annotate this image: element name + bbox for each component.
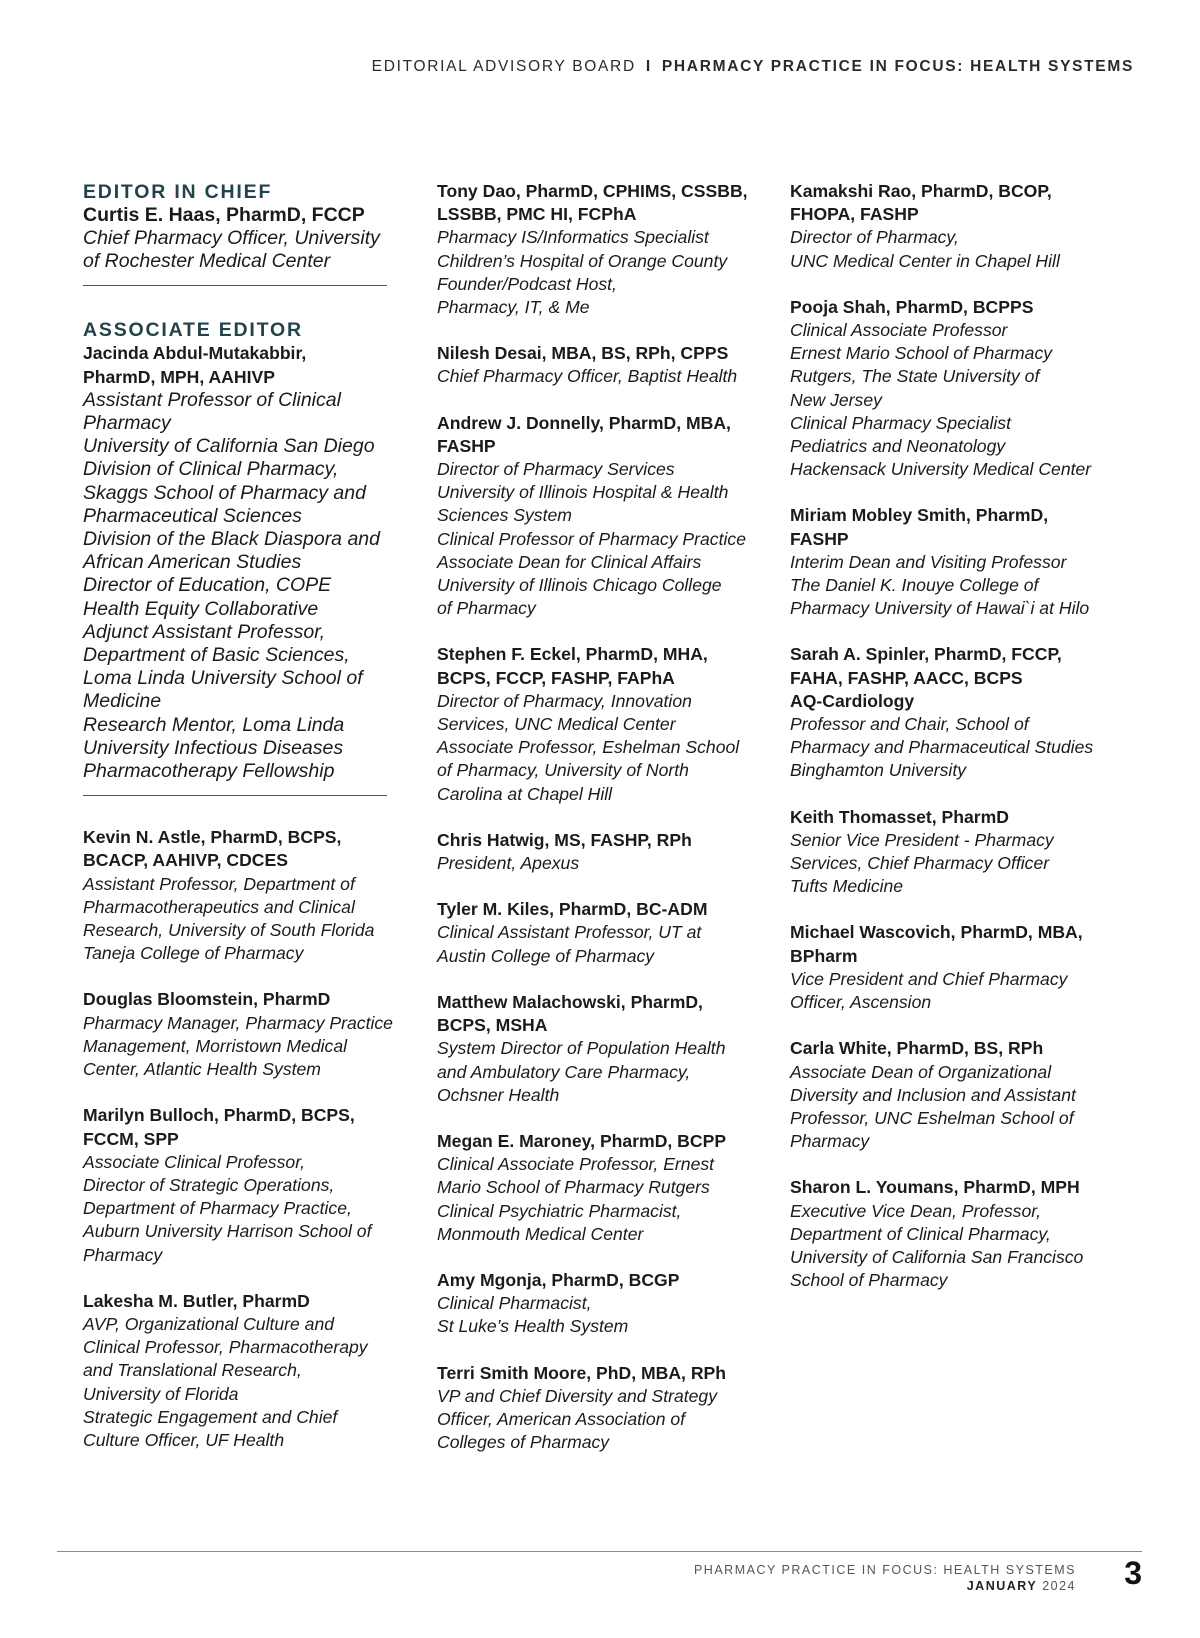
board-member bbox=[437, 898, 772, 968]
text-line: School of Pharmacy bbox=[790, 1270, 948, 1291]
member-name bbox=[790, 806, 1130, 829]
member-name bbox=[790, 180, 1130, 226]
member-name bbox=[83, 1290, 418, 1313]
member-affiliation bbox=[437, 690, 772, 806]
column-1 bbox=[83, 180, 418, 1475]
member-name bbox=[437, 1130, 772, 1153]
text-line: BPharm bbox=[790, 945, 858, 966]
text-line: UNC Medical Center in Chapel Hill bbox=[790, 250, 1060, 271]
text-line: BCACP, AAHIVP, CDCES bbox=[83, 850, 288, 871]
member-affiliation bbox=[790, 1061, 1130, 1154]
board-member bbox=[437, 643, 772, 805]
text-line: Senior Vice President - Pharmacy bbox=[790, 829, 1054, 850]
text-line: Medicine bbox=[83, 690, 162, 713]
text-line: FHOPA, FASHP bbox=[790, 204, 919, 225]
member-affiliation bbox=[437, 1292, 772, 1338]
text-line: Marilyn Bulloch, PharmD, BCPS, bbox=[83, 1105, 355, 1126]
text-line: Pharmaceutical Sciences bbox=[83, 504, 302, 527]
text-line: Department of Clinical Pharmacy, bbox=[790, 1223, 1051, 1244]
member-affiliation bbox=[790, 319, 1130, 481]
divider bbox=[83, 795, 387, 796]
text-line: Children’s Hospital of Orange County bbox=[437, 250, 728, 271]
text-line: Tufts Medicine bbox=[790, 876, 904, 897]
text-line: AVP, Organizational Culture and bbox=[83, 1313, 335, 1334]
text-line: Binghamton University bbox=[790, 760, 967, 781]
page-number: 3 bbox=[1124, 1555, 1142, 1591]
member-name bbox=[437, 1362, 772, 1385]
member-list-col3 bbox=[790, 180, 1130, 1292]
text-line: Department of Pharmacy Practice, bbox=[83, 1198, 352, 1219]
footer-info bbox=[694, 1562, 1076, 1594]
text-line: Pharmacy University of Hawai`i at Hilo bbox=[790, 598, 1090, 619]
board-member bbox=[790, 504, 1130, 620]
text-line: Department of Basic Sciences, bbox=[83, 644, 350, 667]
text-line: Austin College of Pharmacy bbox=[437, 945, 655, 966]
text-line: Kevin N. Astle, PharmD, BCPS, bbox=[83, 827, 342, 848]
member-name bbox=[790, 643, 1130, 713]
text-line: AQ-Cardiology bbox=[790, 690, 915, 711]
text-line: Chris Hatwig, MS, FASHP, RPh bbox=[437, 829, 692, 850]
board-member bbox=[437, 991, 772, 1107]
member-name bbox=[83, 826, 418, 872]
text-line: Founder/Podcast Host, bbox=[437, 273, 617, 294]
text-line: FASHP bbox=[437, 435, 496, 456]
text-line: Director of Pharmacy Services bbox=[437, 459, 675, 480]
footer-publication: PHARMACY PRACTICE IN FOCUS: HEALTH SYSTEMS bbox=[693, 1563, 1076, 1577]
member-name bbox=[437, 991, 772, 1037]
text-line: President, Apexus bbox=[437, 853, 580, 874]
board-member bbox=[437, 1362, 772, 1455]
text-line: Associate Dean for Clinical Affairs bbox=[437, 551, 702, 572]
text-line: Carolina at Chapel Hill bbox=[437, 783, 613, 804]
member-affiliation bbox=[790, 226, 1130, 272]
member-list-col2 bbox=[437, 180, 772, 1454]
member-affiliation bbox=[437, 852, 772, 875]
text-line: Clinical Professor of Pharmacy Practice bbox=[437, 528, 746, 549]
text-line: Nilesh Desai, MBA, BS, RPh, CPPS bbox=[437, 343, 729, 364]
text-line: Andrew J. Donnelly, PharmD, MBA, bbox=[437, 412, 731, 433]
board-member bbox=[83, 988, 418, 1081]
member-affiliation bbox=[790, 551, 1130, 621]
text-line: African American Studies bbox=[83, 551, 302, 574]
editor-in-chief-name: Curtis E. Haas, PharmD, FCCP bbox=[83, 204, 365, 226]
text-line: Division of the Black Diaspora and bbox=[83, 528, 380, 551]
text-line: Michael Wascovich, PharmD, MBA, bbox=[790, 922, 1083, 943]
text-line: Culture Officer, UF Health bbox=[83, 1429, 285, 1450]
text-line: Chief Pharmacy Officer, Baptist Health bbox=[437, 366, 738, 387]
board-member bbox=[790, 921, 1130, 1014]
text-line: Mario School of Pharmacy Rutgers bbox=[437, 1177, 710, 1198]
text-line: Pharmacy Manager, Pharmacy Practice bbox=[83, 1012, 393, 1033]
text-line: Jacinda Abdul-Mutakabbir, bbox=[83, 343, 307, 364]
associate-editor-name bbox=[83, 342, 418, 388]
text-line: University of Illinois Chicago College bbox=[437, 575, 722, 596]
footer-month: JANUARY bbox=[966, 1579, 1038, 1593]
text-line: University Infectious Diseases bbox=[83, 736, 344, 759]
text-line: Chief Pharmacy Officer, University bbox=[83, 227, 380, 249]
text-line: Director of Strategic Operations, bbox=[83, 1174, 335, 1195]
text-line: Monmouth Medical Center bbox=[437, 1223, 644, 1244]
text-line: of Pharmacy bbox=[437, 598, 536, 619]
text-line: Amy Mgonja, PharmD, BCGP bbox=[437, 1269, 680, 1290]
text-line: FAHA, FASHP, AACC, BCPS bbox=[790, 667, 1023, 688]
text-line: Assistant Professor, Department of bbox=[83, 873, 355, 894]
text-line: Loma Linda University School of bbox=[83, 667, 363, 690]
text-line: FASHP bbox=[790, 528, 849, 549]
text-line: Pharmacy IS/Informatics Specialist bbox=[437, 227, 709, 248]
editor-in-chief-role bbox=[83, 227, 418, 273]
text-line: Pharmacy bbox=[83, 412, 171, 435]
text-line: System Director of Population Health bbox=[437, 1038, 726, 1059]
text-line: Tony Dao, PharmD, CPHIMS, CSSBB, bbox=[437, 181, 748, 201]
member-name bbox=[437, 412, 772, 458]
text-line: Pharmacy bbox=[790, 1131, 870, 1152]
footer-date bbox=[694, 1578, 1076, 1594]
text-line: Director of Pharmacy, Innovation bbox=[437, 690, 692, 711]
running-header bbox=[372, 58, 1134, 76]
text-line: and Translational Research, bbox=[83, 1360, 302, 1381]
text-line: Clinical Associate Professor, Ernest bbox=[437, 1154, 715, 1175]
member-name bbox=[437, 643, 772, 689]
text-line: of Pharmacy, University of North bbox=[437, 760, 689, 781]
board-member bbox=[790, 806, 1130, 899]
header-separator: I bbox=[645, 58, 652, 75]
text-line: Clinical Associate Professor bbox=[790, 320, 1008, 341]
text-line: Hackensack University Medical Center bbox=[790, 459, 1092, 480]
text-line: Auburn University Harrison School of bbox=[83, 1221, 372, 1242]
associate-editor-title: ASSOCIATE EDITOR bbox=[83, 319, 303, 342]
text-line: University of Illinois Hospital & Health bbox=[437, 482, 729, 503]
board-member bbox=[83, 1104, 418, 1266]
text-line: University of California San Francisco bbox=[790, 1246, 1084, 1267]
member-name bbox=[437, 1269, 772, 1292]
divider bbox=[83, 285, 387, 286]
text-line: Clinical Pharmacist, bbox=[437, 1293, 592, 1314]
text-line: Taneja College of Pharmacy bbox=[83, 943, 304, 964]
footer-divider bbox=[57, 1551, 1142, 1552]
text-line: Douglas Bloomstein, PharmD bbox=[83, 989, 331, 1010]
member-affiliation bbox=[83, 1151, 418, 1267]
board-member bbox=[790, 296, 1130, 482]
member-name bbox=[437, 180, 772, 226]
text-line: Adjunct Assistant Professor, bbox=[83, 620, 326, 643]
text-line: Sarah A. Spinler, PharmD, FCCP, bbox=[790, 644, 1062, 665]
text-line: St Luke’s Health System bbox=[437, 1316, 629, 1337]
text-line: Executive Vice Dean, Professor, bbox=[790, 1200, 1042, 1221]
text-line: Officer, American Association of bbox=[437, 1408, 686, 1429]
member-name bbox=[790, 296, 1130, 319]
text-line: Center, Atlantic Health System bbox=[83, 1059, 321, 1080]
text-line: New Jersey bbox=[790, 389, 882, 410]
editor-in-chief-title: EDITOR IN CHIEF bbox=[83, 181, 273, 203]
column-3 bbox=[790, 180, 1130, 1315]
text-line: Interim Dean and Visiting Professor bbox=[790, 551, 1067, 572]
board-member bbox=[437, 180, 772, 319]
text-line: Megan E. Maroney, PharmD, BCPP bbox=[437, 1130, 727, 1151]
text-line: VP and Chief Diversity and Strategy bbox=[437, 1385, 718, 1406]
text-line: BCPS, FCCP, FASHP, FAPhA bbox=[437, 667, 675, 688]
member-name bbox=[437, 342, 772, 365]
member-affiliation bbox=[790, 713, 1130, 783]
text-line: Skaggs School of Pharmacy and bbox=[83, 481, 366, 504]
text-line: Keith Thomasset, PharmD bbox=[790, 806, 1009, 827]
text-line: Professor, UNC Eshelman School of bbox=[790, 1107, 1074, 1128]
board-member bbox=[83, 826, 418, 965]
text-line: FCCM, SPP bbox=[83, 1128, 179, 1149]
text-line: and Ambulatory Care Pharmacy, bbox=[437, 1061, 691, 1082]
member-name bbox=[790, 504, 1130, 550]
member-affiliation bbox=[83, 1012, 418, 1082]
text-line: Clinical Pharmacy Specialist bbox=[790, 412, 1011, 433]
text-line: Terri Smith Moore, PhD, MBA, RPh bbox=[437, 1362, 727, 1383]
member-affiliation bbox=[437, 1037, 772, 1107]
editor-in-chief-block bbox=[83, 180, 418, 273]
board-member bbox=[83, 1290, 418, 1452]
text-line: LSSBB, PMC HI, FCPhA bbox=[437, 204, 637, 225]
member-name bbox=[83, 1104, 418, 1150]
text-line: Associate Professor, Eshelman School bbox=[437, 737, 740, 758]
member-affiliation bbox=[437, 365, 772, 388]
header-publication: PHARMACY PRACTICE IN FOCUS: HEALTH SYSTEMS bbox=[661, 58, 1134, 75]
text-line: Research, University of South Florida bbox=[83, 920, 375, 941]
text-line: Services, Chief Pharmacy Officer bbox=[790, 853, 1050, 874]
text-line: Associate Dean of Organizational bbox=[790, 1061, 1052, 1082]
board-member bbox=[790, 643, 1130, 782]
text-line: Director of Education, COPE bbox=[83, 574, 332, 597]
header-section: EDITORIAL ADVISORY BOARD bbox=[371, 58, 636, 75]
member-name bbox=[83, 988, 418, 1011]
member-affiliation bbox=[437, 458, 772, 620]
text-line: Associate Clinical Professor, bbox=[83, 1151, 305, 1172]
member-affiliation bbox=[790, 1200, 1130, 1293]
text-line: Clinical Assistant Professor, UT at bbox=[437, 922, 702, 943]
board-member bbox=[437, 1130, 772, 1246]
text-line: Lakesha M. Butler, PharmD bbox=[83, 1290, 310, 1311]
member-affiliation bbox=[790, 829, 1130, 899]
text-line: Health Equity Collaborative bbox=[83, 597, 319, 620]
text-line: BCPS, MSHA bbox=[437, 1015, 548, 1036]
text-line: Professor and Chair, School of bbox=[790, 714, 1029, 735]
text-line: Vice President and Chief Pharmacy bbox=[790, 968, 1068, 989]
text-line: The Daniel K. Inouye College of bbox=[790, 575, 1039, 596]
text-line: University of California San Diego bbox=[83, 435, 375, 458]
text-line: Clinical Professor, Pharmacotherapy bbox=[83, 1337, 368, 1358]
board-member bbox=[437, 412, 772, 621]
text-line: Ochsner Health bbox=[437, 1084, 560, 1105]
text-line: Miriam Mobley Smith, PharmD, bbox=[790, 505, 1049, 526]
text-line: Carla White, PharmD, BS, RPh bbox=[790, 1038, 1044, 1059]
text-line: Pharmacotherapeutics and Clinical bbox=[83, 896, 355, 917]
board-member bbox=[790, 1176, 1130, 1292]
text-line: Services, UNC Medical Center bbox=[437, 714, 676, 735]
member-affiliation bbox=[437, 1153, 772, 1246]
member-affiliation bbox=[437, 921, 772, 967]
board-member bbox=[790, 1037, 1130, 1153]
text-line: Pharmacy and Pharmaceutical Studies bbox=[790, 737, 1094, 758]
text-line: University of Florida bbox=[83, 1383, 239, 1404]
text-line: Assistant Professor of Clinical bbox=[83, 388, 341, 411]
board-member bbox=[437, 829, 772, 875]
member-affiliation bbox=[83, 1313, 418, 1452]
text-line: of Rochester Medical Center bbox=[83, 250, 331, 273]
associate-editor-block bbox=[83, 318, 418, 783]
member-name bbox=[790, 921, 1130, 967]
member-name bbox=[790, 1037, 1130, 1060]
text-line: Tyler M. Kiles, PharmD, BC-ADM bbox=[437, 899, 708, 920]
text-line: PharmD, MPH, AAHIVP bbox=[83, 366, 275, 387]
text-line: Pharmacy bbox=[83, 1244, 163, 1265]
text-line: Diversity and Inclusion and Assistant bbox=[790, 1084, 1076, 1105]
text-line: Rutgers, The State University of bbox=[790, 366, 1040, 387]
text-line: Research Mentor, Loma Linda bbox=[83, 713, 345, 736]
text-line: Clinical Psychiatric Pharmacist, bbox=[437, 1200, 682, 1221]
member-list-col1 bbox=[83, 826, 418, 1452]
member-affiliation bbox=[790, 968, 1130, 1014]
text-line: Pharmacy, IT, & Me bbox=[437, 297, 590, 318]
board-member bbox=[437, 1269, 772, 1339]
text-line: Stephen F. Eckel, PharmD, MHA, bbox=[437, 644, 708, 665]
board-member bbox=[790, 180, 1130, 273]
text-line: Strategic Engagement and Chief bbox=[83, 1406, 338, 1427]
member-affiliation bbox=[83, 873, 418, 966]
text-line: Management, Morristown Medical bbox=[83, 1035, 348, 1056]
member-affiliation bbox=[437, 226, 772, 319]
member-name bbox=[437, 829, 772, 852]
board-member bbox=[437, 342, 772, 388]
member-name bbox=[437, 898, 772, 921]
column-2 bbox=[437, 180, 772, 1477]
footer-year: 2024 bbox=[1042, 1579, 1076, 1593]
text-line: Pediatrics and Neonatology bbox=[790, 436, 1006, 457]
text-line: Colleges of Pharmacy bbox=[437, 1432, 610, 1453]
text-line: Pooja Shah, PharmD, BCPPS bbox=[790, 296, 1034, 317]
text-line: Matthew Malachowski, PharmD, bbox=[437, 991, 703, 1012]
text-line: Sciences System bbox=[437, 505, 572, 526]
text-line: Director of Pharmacy, bbox=[790, 227, 959, 248]
text-line: Kamakshi Rao, PharmD, BCOP, bbox=[790, 181, 1052, 201]
text-line: Sharon L. Youmans, PharmD, MPH bbox=[790, 1177, 1080, 1198]
text-line: Division of Clinical Pharmacy, bbox=[83, 458, 339, 481]
member-affiliation bbox=[437, 1385, 772, 1455]
text-line: Ernest Mario School of Pharmacy bbox=[790, 343, 1053, 364]
member-name bbox=[790, 1176, 1130, 1199]
associate-editor-role bbox=[83, 389, 418, 783]
text-line: Officer, Ascension bbox=[790, 992, 932, 1013]
text-line: Pharmacotherapy Fellowship bbox=[83, 760, 335, 783]
